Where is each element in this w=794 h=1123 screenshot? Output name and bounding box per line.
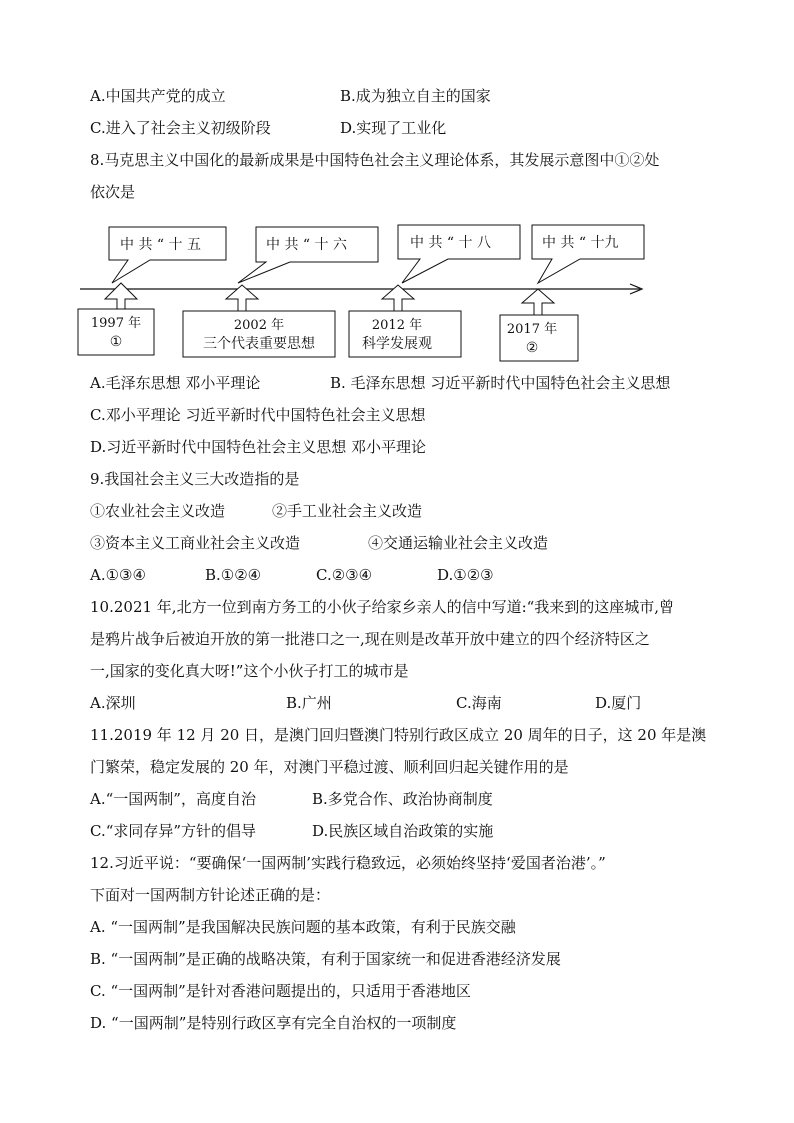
q12-option-c: C. “一国两制”是针对香港问题提出的，只适用于香港地区 — [90, 982, 471, 1000]
q7-option-b: B.成为独立自主的国家 — [340, 87, 491, 105]
q11-option-d: D.民族区域自治政策的实施 — [312, 822, 494, 840]
callout-19th — [532, 225, 644, 283]
q12-option-b: B. “一国两制”是正确的战略决策，有利于国家统一和促进香港经济发展 — [90, 950, 561, 968]
q8-stem-line1: 8.马克思主义中国化的最新成果是中国特色社会主义理论体系，其发展示意图中①②处 — [90, 151, 660, 169]
q10-option-b: B.广州 — [286, 694, 332, 712]
q8-option-d: D.习近平新时代中国特色社会主义思想 邓小平理论 — [90, 438, 427, 456]
callout-16th — [238, 227, 378, 283]
q11-option-a: A.“一国两制”，高度自治 — [90, 790, 256, 808]
q8-option-a: A.毛泽东思想 邓小平理论 — [90, 374, 261, 392]
callout-16th-text: 中 共 “ 十 六 — [266, 237, 347, 253]
box-2002-year: 2002 年 — [233, 318, 285, 333]
q11-stem-line1: 11.2019 年 12 月 20 日，是澳门回归暨澳门特别行政区成立 20 周年的日子，这 20 年是澳 — [90, 726, 707, 744]
q9-option-a: A.①③④ — [90, 566, 146, 584]
q11-stem-line2: 门繁荣，稳定发展的 20 年，对澳门平稳过渡、顺利回归起关键作用的是 — [90, 758, 569, 776]
q9-option-b: B.①②④ — [205, 566, 262, 584]
callout-15th-text: 中 共 “ 十 五 — [120, 237, 201, 253]
q7-option-d: D.实现了工业化 — [340, 119, 447, 137]
q8-option-b: B. 毛泽东思想 习近平新时代中国特色社会主义思想 — [330, 374, 671, 392]
q10-stem-line1: 10.2021 年,北方一位到南方务工的小伙子给家乡亲人的信中写道:“我来到的这座城市,曾 — [90, 598, 675, 616]
q9-item-4: ④交通运输业社会主义改造 — [368, 534, 549, 552]
q10-option-a: A.深圳 — [90, 694, 136, 712]
box-2012-year: 2012 年 — [371, 318, 423, 333]
q9-option-d: D.①②③ — [437, 566, 494, 584]
q8-option-c: C.邓小平理论 习近平新时代中国特色社会主义思想 — [90, 406, 426, 424]
callout-18th — [398, 225, 520, 283]
q12-option-a: A. “一国两制”是我国解决民族问题的基本政策，有利于民族交融 — [90, 918, 516, 936]
q8-timeline-diagram — [0, 215, 794, 375]
q9-item-3: ③资本主义工商业社会主义改造 — [90, 534, 301, 552]
box-2012-label: 科学发展观 — [362, 336, 432, 352]
up-arrow-2017 — [522, 289, 554, 315]
q9-stem: 9.我国社会主义三大改造指的是 — [90, 470, 300, 488]
box-2017-year: 2017 年 — [506, 322, 558, 337]
box-1997-label: ① — [109, 334, 123, 350]
q8-stem-line2: 依次是 — [90, 183, 136, 201]
q12-option-d: D. “一国两制”是特别行政区享有完全自治权的一项制度 — [90, 1014, 457, 1032]
callout-18th-text: 中 共 “ 十 八 — [410, 235, 491, 251]
box-2017-label: ② — [525, 340, 539, 356]
q10-stem-line3: 一,国家的变化真大呀!”这个小伙子打工的城市是 — [90, 662, 409, 680]
q7-option-c: C.进入了社会主义初级阶段 — [90, 119, 271, 137]
box-2002 — [183, 311, 335, 357]
q10-option-c: C.海南 — [456, 694, 502, 712]
q12-stem-line1: 12.习近平说：“要确保‘一国两制’实践行稳致远，必须始终坚持‘爱国者治港’。” — [90, 854, 606, 872]
box-2002-label: 三个代表重要思想 — [203, 336, 315, 352]
box-1997 — [78, 309, 154, 355]
box-2012 — [349, 311, 461, 357]
q7-option-a: A.中国共产党的成立 — [90, 87, 226, 105]
q11-option-b: B.多党合作、政治协商制度 — [312, 790, 493, 808]
box-2017 — [500, 315, 578, 361]
q12-stem-line2: 下面对一国两制方针论述正确的是： — [90, 886, 331, 904]
q10-stem-line2: 是鸦片战争后被迫开放的第一批港口之一,现在则是改革开放中建立的四个经济特区之 — [90, 630, 650, 648]
q10-option-d: D.厦门 — [595, 694, 642, 712]
q9-item-2: ②手工业社会主义改造 — [272, 502, 423, 520]
callout-15th — [109, 227, 226, 283]
q11-option-c: C.“求同存异”方针的倡导 — [90, 822, 257, 840]
box-1997-year: 1997 年 — [90, 316, 142, 331]
q9-option-c: C.②③④ — [316, 566, 373, 584]
q9-item-1: ①农业社会主义改造 — [90, 502, 226, 520]
up-arrow-1997 — [105, 283, 137, 311]
callout-19th-text: 中 共 “ 十九 — [542, 235, 619, 251]
